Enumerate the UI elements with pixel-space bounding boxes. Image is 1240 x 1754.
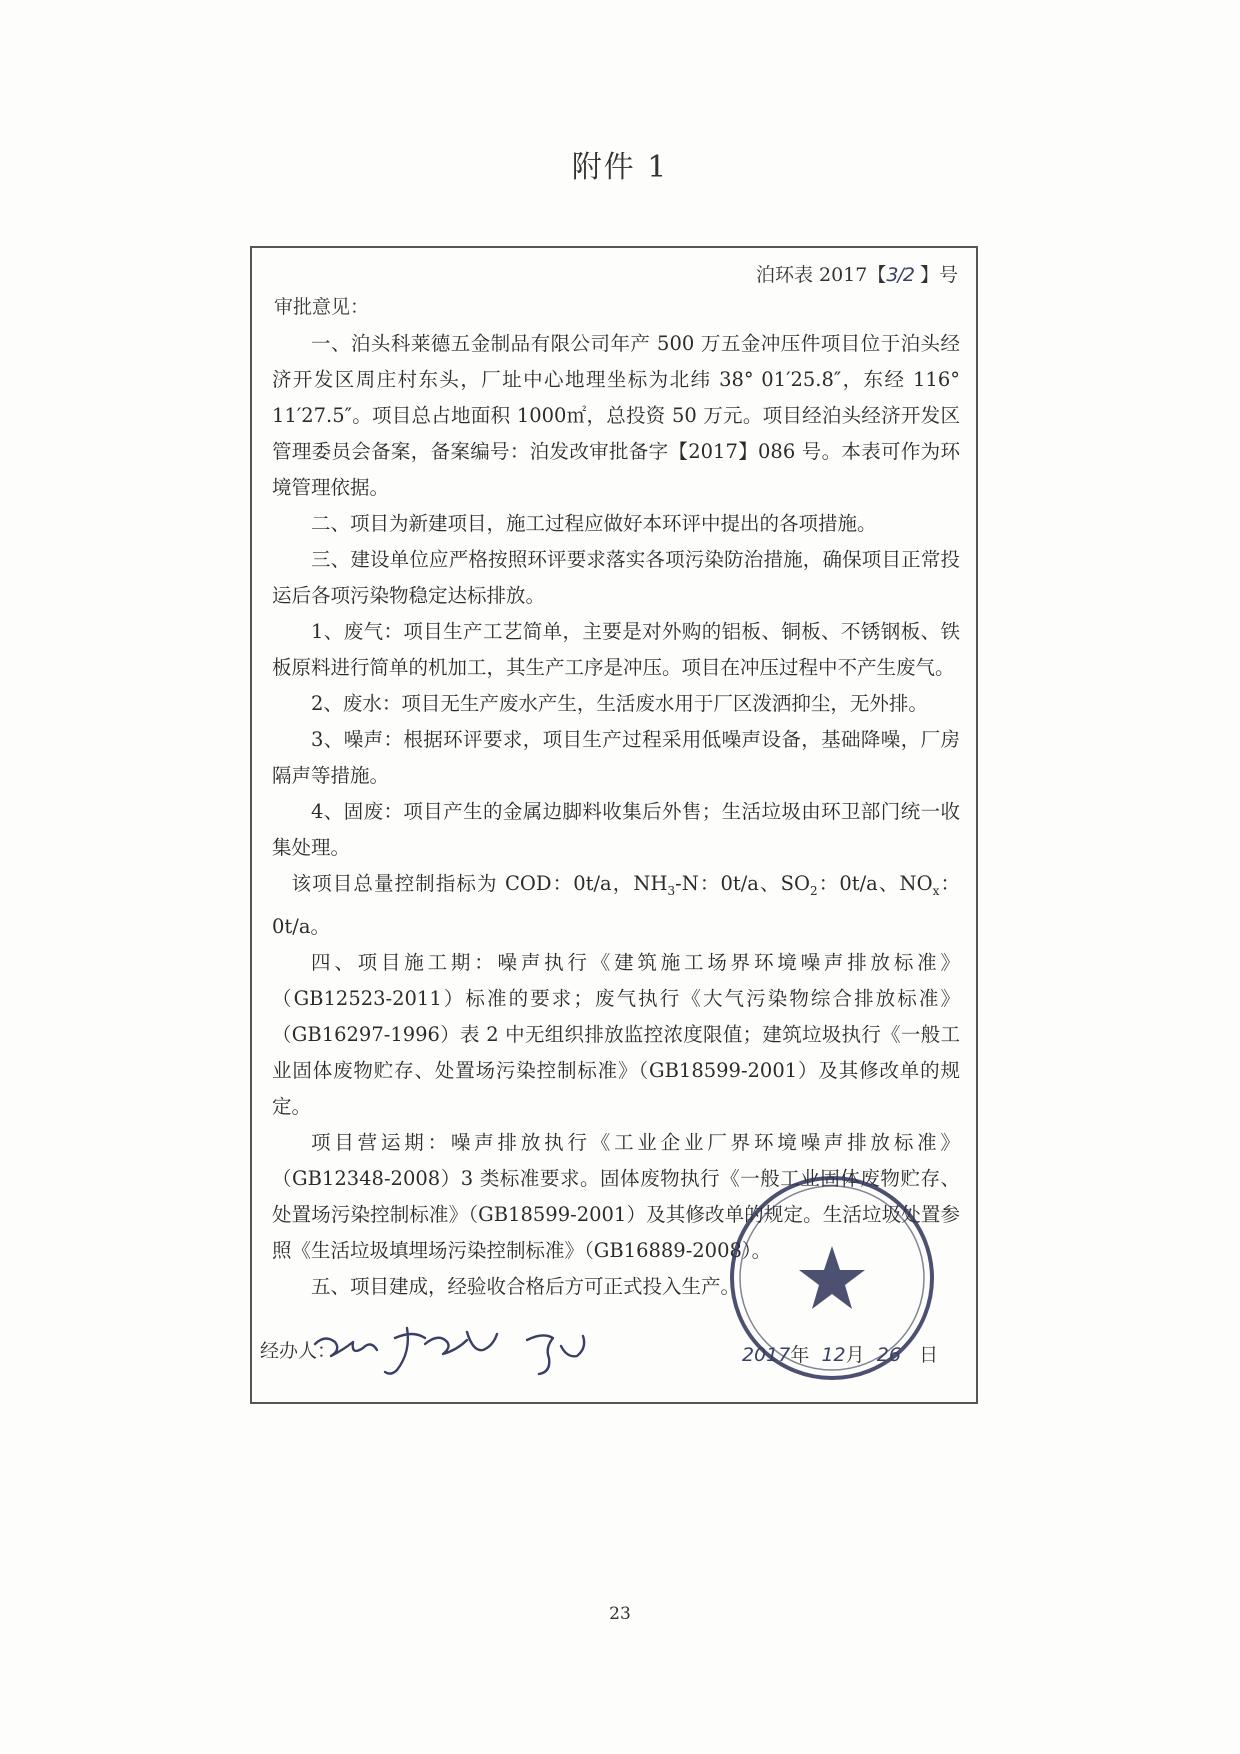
date-day: 26 [876, 1344, 901, 1366]
paragraph-waste-water: 2、废水：项目无生产废水产生，生活废水用于厂区泼洒抑尘，无外排。 [311, 692, 928, 715]
paragraph-waste-gas: 1、废气：项目生产工艺简单，主要是对外购的铝板、铜板、不锈钢板、铁板原料进行简单的机加工，其生产工序是冲压。项目在冲压过程中不产生废气。 [272, 620, 960, 679]
attachment-title: 附件 1 [571, 150, 669, 185]
paragraph-noise: 3、噪声：根据环评要求，项目生产过程采用低噪声设备，基础降噪，厂房隔声等措施。 [272, 728, 960, 787]
approval-number-suffix: 】号 [913, 264, 958, 286]
paragraph-new-project: 二、项目为新建项目，施工过程应做好本环评中提出的各项措施。 [311, 512, 877, 535]
date-area [742, 1340, 938, 1367]
paragraph-solid-waste: 4、固废：项目产生的金属边脚料收集后外售；生活垃圾由环卫部门统一收集处理。 [272, 800, 960, 859]
date-year-unit: 年 [790, 1344, 810, 1366]
approval-body [272, 326, 960, 1305]
paragraph-pollution-measures: 三、建设单位应严格按照环评要求落实各项污染防治措施，确保项目正常投运后各项污染物稳定达标排放。 [272, 548, 960, 607]
date-year: 2017 [742, 1344, 791, 1366]
date-month-unit: 月 [845, 1344, 865, 1366]
paragraph-completion: 五、项目建成，经验收合格后方可正式投入生产。 [311, 1274, 741, 1298]
approval-number-handwritten: 3/2 [886, 264, 914, 286]
page-number: 23 [609, 1604, 631, 1624]
paragraph-project-location: 一、泊头科莱德五金制品有限公司年产 500 万五金冲压件项目位于泊头经济开发区周庄村东头，厂址中心地理坐标为北纬 38° 01′25.8″，东经 116° 11′27.5″。项目总占地面积 1000㎡，总投资 50 万元。项目经泊头经济开发区管理委员会备案，备案编号：泊发改审批备字【2017】086 号。本表可作为环境管理依据。 [272, 332, 960, 499]
paragraph-construction-standards: 四、项目施工期：噪声执行《建筑施工场界环境噪声排放标准》（GB12523-2011）标准的要求；废气执行《大气污染物综合排放标准》（GB16297-1996）表 2 中无组织排放监控浓度限值；建筑垃圾执行《一般工业固体废物贮存、处置场污染控制标准》（GB18599-2001）及其修改单的规定。 [272, 950, 960, 1118]
approval-number-prefix: 泊环表 2017【 [755, 264, 887, 286]
handwritten-signatures [307, 1298, 617, 1388]
handler-label: 经办人： [260, 1340, 337, 1362]
approval-number [756, 260, 958, 287]
date-day-unit: 日 [919, 1344, 939, 1366]
approval-heading: 审批意见： [274, 296, 370, 318]
paragraph-control-indicators: 该项目总量控制指标为 COD：0t/a，$NH_3-N$：0t/a、$SO_2$：0t/a、$NO_x$：0t/a。 [272, 872, 960, 938]
date-month: 12 [821, 1344, 846, 1366]
paragraph-operation-standards: 项目营运期：噪声排放执行《工业企业厂界环境噪声排放标准》（GB12348-2008）3 类标准要求。固体废物执行《一般工业固体废物贮存、处置场污染控制标准》（GB18599-2001）及其修改单的规定。生活垃圾处置参照《生活垃圾填埋场污染控制标准》（GB16889-2008）。 [272, 1130, 960, 1262]
approval-form [250, 246, 978, 1404]
